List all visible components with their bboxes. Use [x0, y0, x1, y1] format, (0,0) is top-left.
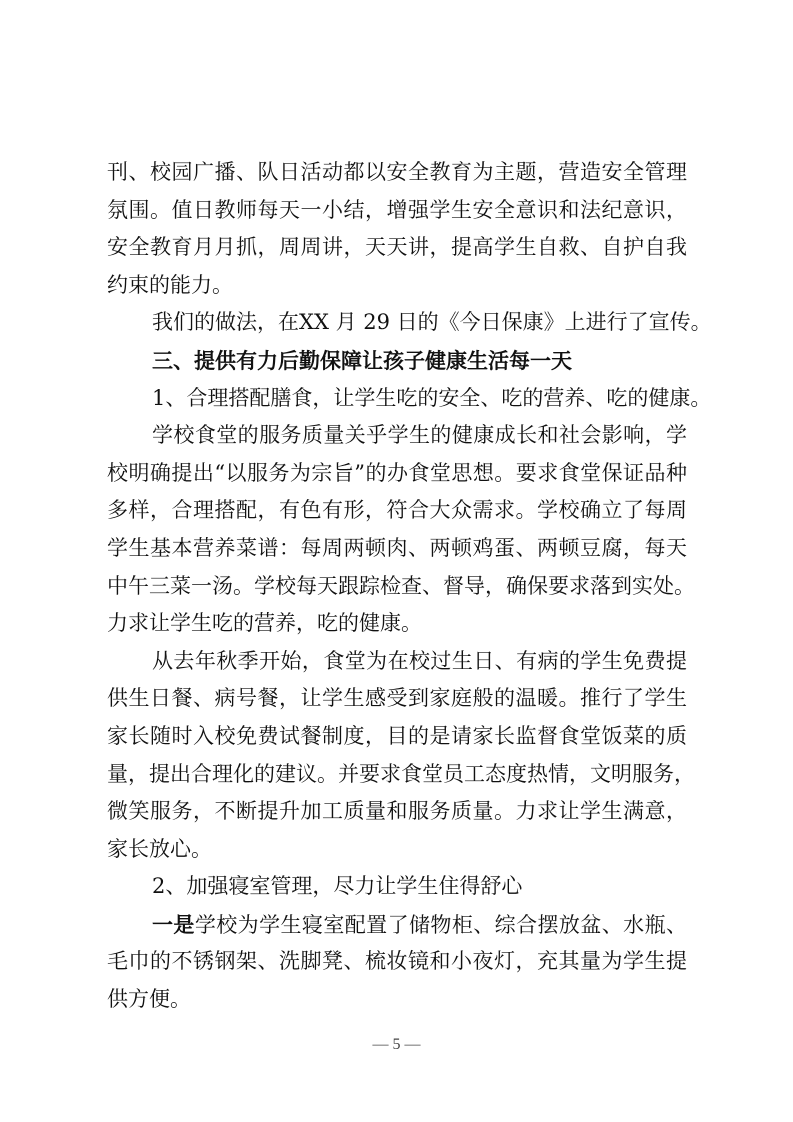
line-text: 力求让学生吃的营养，吃的健康。	[107, 611, 422, 636]
text-line	[107, 192, 687, 230]
text-line	[107, 981, 687, 1019]
line-text: 量，提出合理化的建议。并要求食堂员工态度热情，文明服务，	[107, 761, 695, 786]
line-text: 供方便。	[107, 987, 191, 1012]
line-text: 家长随时入校免费试餐制度，目的是请家长监督食堂饭菜的质	[107, 723, 687, 748]
text-line	[107, 342, 687, 380]
line-text: 微笑服务，不断提升加工质量和服务质量。力求让学生满意，	[107, 799, 687, 824]
line-text: 家长放心。	[107, 836, 212, 861]
text-line	[107, 868, 687, 906]
text-line	[107, 304, 712, 342]
text-line	[107, 605, 687, 643]
text-line	[107, 530, 687, 568]
line-text: 氛围。值日教师每天一小结，增强学生安全意识和法纪意识，	[107, 197, 687, 222]
line-text: 我们的做法，在XX 月 29 日的《今日保康》上进行了宣传。	[152, 310, 712, 335]
line-text: 学生基本营养菜谱：每周两顿肉、两顿鸡蛋、两顿豆腐，每天	[107, 535, 687, 560]
text-line	[107, 831, 687, 869]
line-text: 约束的能力。	[107, 272, 233, 297]
text-line	[107, 680, 687, 718]
text-line	[107, 154, 687, 192]
text-line	[107, 229, 687, 267]
text-line	[107, 906, 687, 944]
text-line	[107, 568, 695, 606]
line-text: 安全教育月月抓，周周讲，天天讲，提高学生自救、自护自我	[107, 235, 687, 260]
line-text: 从去年秋季开始，食堂为在校过生日、有病的学生免费提	[152, 648, 687, 673]
document-body	[107, 154, 712, 1019]
text-line	[107, 943, 687, 981]
text-line	[107, 718, 687, 756]
line-text: 多样，合理搭配，有色有形，符合大众需求。学校确立了每周	[107, 498, 687, 523]
text-line	[107, 793, 687, 831]
text-line	[107, 417, 687, 455]
text-line	[107, 756, 695, 794]
line-text: 三、提供有力后勤保障让孩子健康生活每一天	[152, 347, 572, 373]
line-text: 中午三菜一汤。学校每天跟踪检查、督导，确保要求落到实处。	[107, 573, 695, 598]
line-text: 供生日餐、病号餐，让学生感受到家庭般的温暖。推行了学生	[107, 686, 687, 711]
text-line	[107, 643, 687, 681]
text-line	[107, 492, 687, 530]
line-text: 刊、校园广播、队日活动都以安全教育为主题，营造安全管理	[107, 160, 687, 184]
text-line	[107, 455, 687, 493]
line-text: 1、合理搭配膳食，让学生吃的安全、吃的营养、吃的健康。	[152, 385, 712, 410]
line-text: 2、加强寝室管理，尽力让学生住得舒心	[152, 874, 523, 899]
line-text: 学校食堂的服务质量关乎学生的健康成长和社会影响，学	[152, 423, 687, 448]
text-line	[107, 380, 712, 418]
line-text: 学校为学生寝室配置了储物柜、综合摆放盆、水瓶、	[194, 912, 688, 937]
page-number: — 5 —	[372, 1036, 421, 1053]
text-line	[107, 267, 687, 305]
line-text: 毛巾的不锈钢架、洗脚凳、梳妆镜和小夜灯，充其量为学生提	[107, 949, 687, 974]
bold-lead: 一是	[152, 911, 195, 937]
line-text: 校明确提出“以服务为宗旨”的办食堂思想。要求食堂保证品种	[107, 460, 687, 485]
